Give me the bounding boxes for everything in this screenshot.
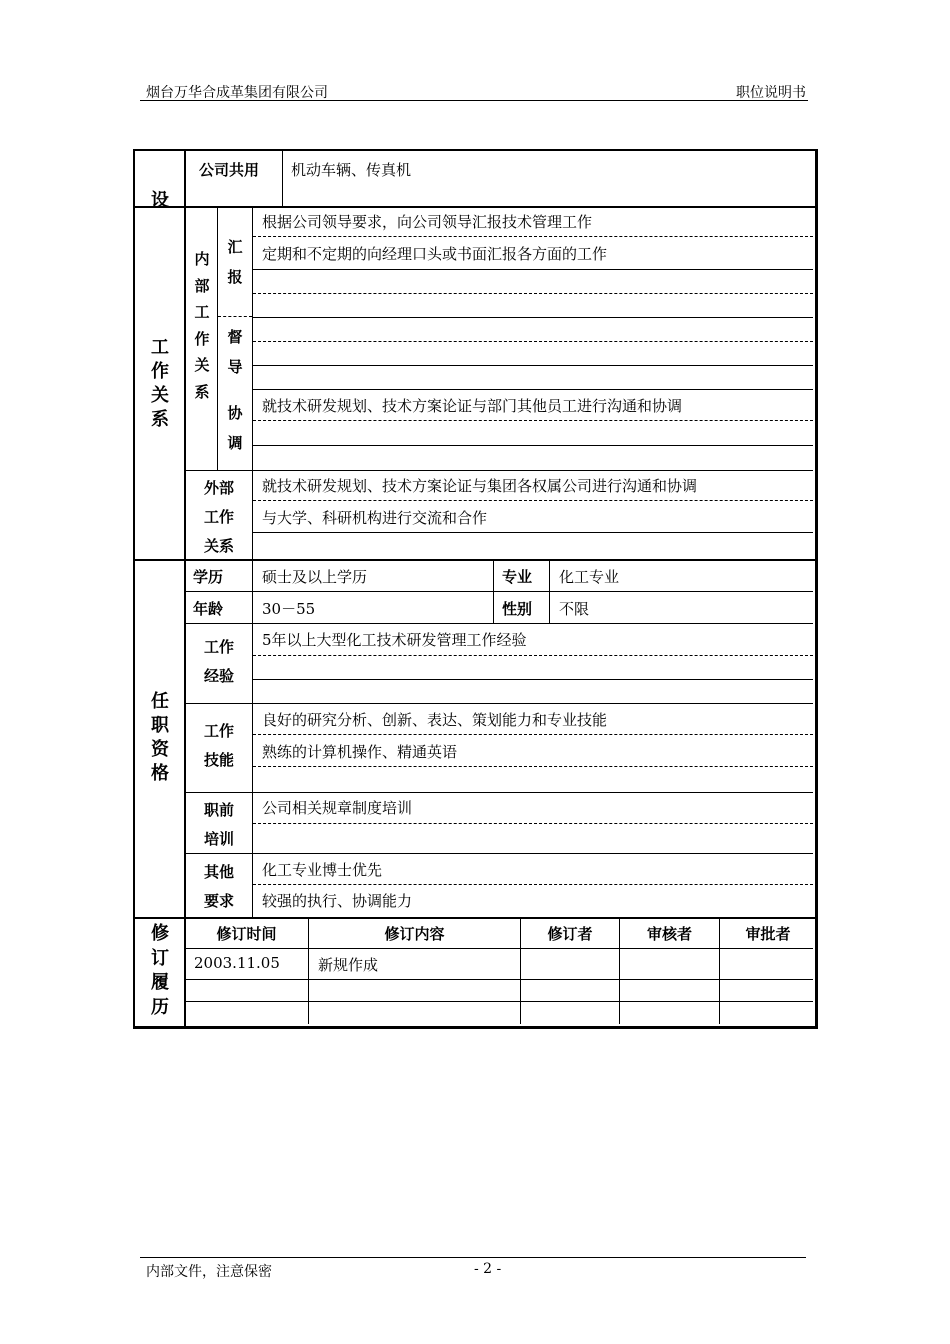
coordinate-label: 协 调 [227,404,243,452]
revision-column-header: 修订者 [547,925,593,943]
revision-history-section-label: 修 订 履 历 [151,923,169,1018]
experience-item: 5年以上大型化工技术研发管理工作经验 [262,631,527,649]
external-relations-label: 外部 工作 关系 [203,479,234,555]
confidential-notice: 内部文件，注意保密 [146,1264,272,1280]
qualifications-section-label: 任 职 资 格 [151,691,169,784]
skills-label: 工作 技能 [203,722,234,769]
revision-column-header: 修订内容 [384,925,445,943]
supervise-label: 督 导 [227,328,243,376]
revision-content-cell: 新规作成 [318,956,379,974]
other-requirement-item: 较强的执行、协调能力 [262,892,413,910]
coordinate-item: 就技术研发规划、技术方案论证与部门其他员工进行沟通和协调 [262,397,683,415]
external-item: 与大学、科研机构进行交流和合作 [262,509,488,527]
skill-item: 熟练的计算机操作、精通英语 [262,743,458,761]
age-value: 30－55 [262,600,316,618]
training-label: 职前 培训 [203,801,234,848]
external-item: 就技术研发规划、技术方案论证与集团各权属公司进行沟通和协调 [262,477,698,495]
gender-label: 性别 [502,600,533,618]
footer-rule [140,1257,806,1258]
other-requirement-item: 化工专业博士优先 [262,861,383,879]
revision-column-header: 修订时间 [216,925,277,943]
experience-label: 工作 经验 [203,638,234,685]
revision-column-header: 审核者 [646,925,692,943]
header-rule [140,100,808,101]
page-number: - 2 - [474,1261,502,1277]
equipment-label: 公司共用 [199,161,260,179]
internal-relations-label: 内 部 工 作 关 系 [194,250,210,401]
equipment-section-label: 设 [151,190,169,211]
gender-value: 不限 [559,600,590,618]
equipment-value: 机动车辆、传真机 [291,161,412,179]
company-name: 烟台万华合成革集团有限公司 [146,85,328,101]
education-label: 学历 [193,568,224,586]
report-label: 汇 报 [227,238,243,286]
age-label: 年龄 [193,600,224,618]
report-item: 根据公司领导要求，向公司领导汇报技术管理工作 [262,213,593,231]
work-relations-section-label: 工 作 关 系 [151,337,169,430]
education-value: 硕士及以上学历 [262,568,368,586]
revision-column-header: 审批者 [745,925,791,943]
major-label: 专业 [502,568,533,586]
other-requirements-label: 其他 要求 [203,863,234,910]
training-item: 公司相关规章制度培训 [262,799,413,817]
skill-item: 良好的研究分析、创新、表达、策划能力和专业技能 [262,711,608,729]
document-type: 职位说明书 [736,85,806,101]
revision-date-cell: 2003.11.05 [194,954,280,972]
major-value: 化工专业 [559,568,620,586]
report-item: 定期和不定期的向经理口头或书面汇报各方面的工作 [262,245,608,263]
